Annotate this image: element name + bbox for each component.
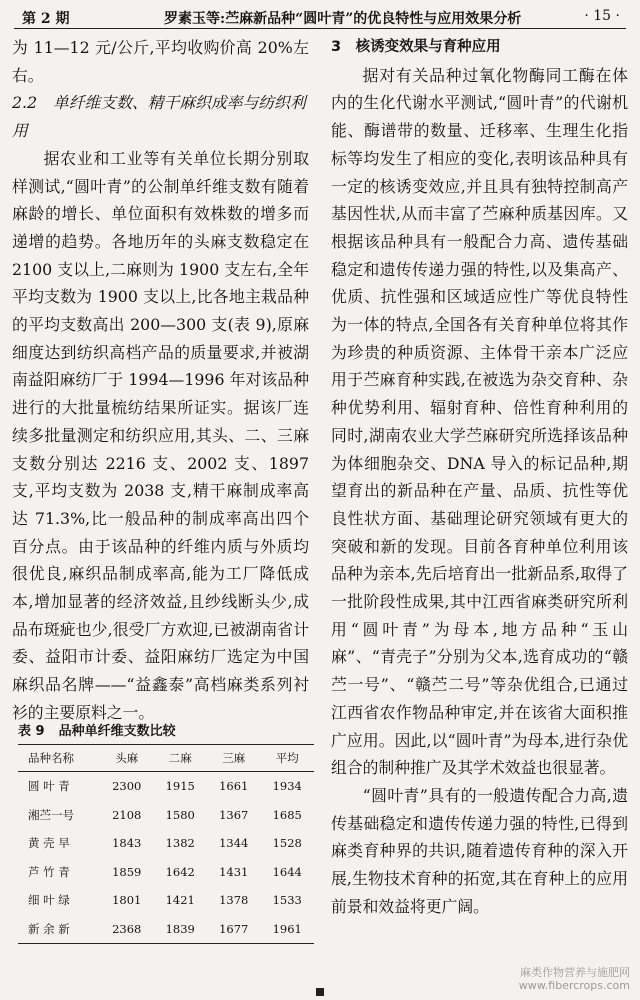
table-row xyxy=(18,772,314,801)
table-cell: 1344 xyxy=(219,836,249,851)
running-header xyxy=(14,6,626,29)
paragraph-mutation-effect: 据对有关品种过氧化物酶同工酶在体内的生化代谢水平测试,“圆叶青”的代谢机能、酶谱带的数量、迁移率、生理生化指标等均发生了相应的变化,表明该品种具有一定的核诱变效应,并且具有独特控制高产基因性状,从而丰富了苎麻种质基因库。又根据该品种具有一般配合力高、遗传基础稳定和遗传传递力强的特性,以及集高产、优质、抗性强和区域适应性广等优良特性为一体的特点,全国各有关育种单位将其作为珍贵的种质资源、主体骨干亲本广泛应用于苎麻育种实践,在被选为杂交育种、杂种优势利用、辐射育种、倍性育种利用的同时,湖南农业大学苎麻研究所选择该品种为体细胞杂交、DNA 导入的标记品种,期望育出的新品种在产量、品质、抗性等优良性状方面、基础理论研究领域有更大的突破和新的发现。目前各育种单位利用该品种为亲本,先后培育出一批新品系,取得了一批阶段性成果,其中江西省麻类研究所利用“圆叶青”为母本,地方品种“玉山麻”、“青壳子”分别为父本,选育成功的“赣苎一号”、“赣苎二号”等杂优组合,已通过江西省农作物品种审定,并在该省大面积推广应用。因此,以“圆叶青”为母本,进行杂优组合的制种推广及其学术效益也很显著。 xyxy=(331,65,628,778)
table-cell: 1580 xyxy=(165,807,195,822)
paragraph-fiber-count: 据农业和工业等有关单位长期分别取样测试,“圆叶青”的公制单纤维支数有随着麻龄的增长、单位面积有效株数的增多而递增的趋势。各地历年的头麻支数稳定在 2100 支以上,二麻则为 1900 支左右,全年平均支数为 1900 支以上,比各地主栽品种的平均支数高出 200—300 支(表 9),原麻细度达到纺织高档产品的质量要求,并被湖南益阳麻纺厂于 1994—1996 年对该品种进行的大批量梳纺结果所证实。据该厂连续多批量测定和纺织应用,其头、二、三麻支数分别达 2216 支、2002 支、1897 支,平均支数为 2038 支,精干麻制成率高达 71.3%,比一般品种的制成率高出四个百分点。由于该品种的纤维内质与外质均很优良,麻织品制成率高,能为工厂降低成本,增加显著的经济效益,且纱线断头少,成品布斑疵也少,很受厂方欢迎,已被湖南省计委、益阳市计委、益阳麻纺厂选定为中国麻织品名牌——“益鑫泰”高档麻类系列衬衫的主要原料之一。 xyxy=(12,148,309,722)
section-heading-2-2: 2.2 单纤维支数、精干麻织成率与纺织利用 xyxy=(12,93,306,141)
table-header-cell: 三麻 xyxy=(207,745,261,772)
paragraph-conclusion: “圆叶青”具有的一般遗传配合力高,遗传基础稳定和遗传传递力强的特性,已得到麻类育种界的共识,随着遗传育种的深入开展,生物技术育种的拓宽,其在育种上的应用前景和效益将更广阔。 xyxy=(331,785,628,916)
table-cell: 1642 xyxy=(165,864,195,879)
table-cell: 1934 xyxy=(272,779,302,794)
table-cell: 1421 xyxy=(165,893,195,908)
running-title: 罗素玉等:苎麻新品种“圆叶青”的优良特性与应用效果分析 xyxy=(164,11,522,27)
page-number: · 15 · xyxy=(584,8,620,24)
table-cell: 1431 xyxy=(219,864,249,879)
table-cell: 芦 竹 青 xyxy=(28,864,70,879)
table-cell: 细 叶 绿 xyxy=(28,893,70,908)
table-header-cell: 品种名称 xyxy=(18,745,100,772)
table-header-cell: 平均 xyxy=(261,745,315,772)
table-cell: 1843 xyxy=(112,836,142,851)
table-9 xyxy=(18,744,314,944)
table-cell: 1533 xyxy=(272,893,302,908)
table-cell: 2368 xyxy=(100,915,154,944)
table-cell: 1961 xyxy=(261,915,315,944)
table-cell: 1644 xyxy=(272,864,302,879)
table-cell: 1382 xyxy=(165,836,195,851)
table-cell: 1367 xyxy=(219,807,249,822)
table-9-caption xyxy=(18,720,190,739)
table-cell: 1661 xyxy=(219,779,249,794)
table-header-row xyxy=(18,745,314,772)
table-cell: 1378 xyxy=(219,893,249,908)
table-cell: 圆 叶 青 xyxy=(28,779,70,794)
site-watermark xyxy=(519,966,630,992)
paragraph-continuation: 为 11—12 元/公斤,平均收购价高 20%左右。 xyxy=(12,38,309,85)
table-row xyxy=(18,915,314,944)
scan-mark xyxy=(316,988,324,996)
table-cell: 湘苎一号 xyxy=(28,807,74,822)
table-cell: 1915 xyxy=(165,779,195,794)
table-cell: 1528 xyxy=(272,836,302,851)
issue-number: 第 2 期 xyxy=(22,11,70,27)
table-row xyxy=(18,886,314,915)
table-cell: 2108 xyxy=(112,807,142,822)
table-row xyxy=(18,829,314,858)
section-heading-3: 3 核诱变效果与育种应用 xyxy=(331,39,501,55)
table-row xyxy=(18,801,314,830)
table-cell: 2300 xyxy=(112,779,142,794)
table-cell: 黄 壳 早 xyxy=(28,836,70,851)
table-9-number: 表 9 xyxy=(18,724,45,739)
left-column xyxy=(12,34,309,727)
table-header-cell: 二麻 xyxy=(154,745,208,772)
table-cell: 1801 xyxy=(112,893,142,908)
watermark-name: 麻类作物营养与施肥网 xyxy=(520,966,630,979)
table-cell: 1839 xyxy=(154,915,208,944)
table-cell: 1677 xyxy=(207,915,261,944)
table-cell: 新 余 新 xyxy=(18,915,100,944)
table-cell: 1685 xyxy=(272,807,302,822)
right-column xyxy=(331,34,628,921)
table-row xyxy=(18,858,314,887)
table-cell: 1859 xyxy=(112,864,142,879)
table-9-title: 品种单纤维支数比较 xyxy=(58,724,176,739)
watermark-url: www.fibercrops.com xyxy=(518,979,630,992)
table-header-cell: 头麻 xyxy=(100,745,154,772)
